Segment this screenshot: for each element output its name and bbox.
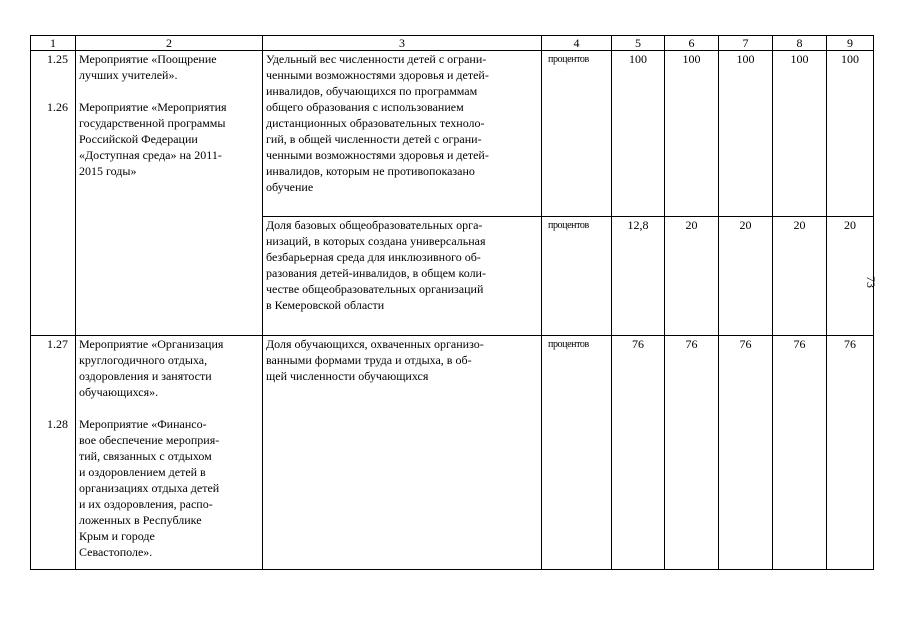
value-cell: 100 — [773, 51, 827, 217]
unit-cell: процентов — [542, 336, 612, 570]
col-header-1: 1 — [31, 36, 76, 51]
indicator-text: Удельный вес численности детей с ограни- ченными возможностями здоровья и детей- инвалидов, обучающихся по программам общего образования с использованием дистанционных образовательных техноло- гий, в общей численности детей с ограни- ченными возможностями здоровья и детей- инвалидов, которым не противопоказано обучение — [263, 51, 542, 217]
value-cell: 76 — [719, 336, 773, 570]
value-cell: 20 — [719, 217, 773, 336]
unit-cell: процентов — [542, 217, 612, 336]
col-header-6: 6 — [665, 36, 719, 51]
value-cell: 76 — [612, 336, 665, 570]
col-header-7: 7 — [719, 36, 773, 51]
indicator-text: Доля обучающихся, охваченных организо- ванными формами труда и отдыха, в об- щей численности обучающихся — [263, 336, 542, 570]
row-number: 1.26 — [47, 100, 68, 114]
value-cell: 20 — [665, 217, 719, 336]
indicator-text: Доля базовых общеобразовательных орга- низаций, в которых создана универсальная безбарьерная среда для инклюзивного об- разования детей-инвалидов, в общем коли- честве общеобразовательных организаций в Кемеровской области — [263, 217, 542, 336]
page-number: 73 — [864, 276, 878, 288]
row-number-cell — [31, 51, 76, 336]
value-cell: 100 — [719, 51, 773, 217]
measure-cell — [76, 51, 263, 336]
col-header-9: 9 — [827, 36, 874, 51]
value-cell: 76 — [827, 336, 874, 570]
col-header-2: 2 — [76, 36, 263, 51]
value-cell: 76 — [773, 336, 827, 570]
col-header-3: 3 — [263, 36, 542, 51]
table-row — [31, 51, 874, 217]
measure-text: Мероприятие «Мероприятия государственной программы Российской Федерации «Доступная среда» на 2011- 2015 годы» — [79, 100, 227, 178]
col-header-5: 5 — [612, 36, 665, 51]
value-cell: 76 — [665, 336, 719, 570]
row-number: 1.27 — [47, 337, 68, 351]
col-header-8: 8 — [773, 36, 827, 51]
measure-text: Мероприятие «Финансо- вое обеспечение мероприя- тий, связанных с отдыхом и оздоровлением детей в организациях отдыха детей и их оздоровления, распо- ложенных в Республике Крым и городе Севастополе». — [79, 417, 220, 559]
measures-table — [30, 35, 874, 570]
value-cell: 20 — [773, 217, 827, 336]
measure-text: Мероприятие «Поощрение лучших учителей». — [79, 52, 217, 82]
row-number: 1.25 — [47, 52, 68, 66]
value-cell: 100 — [665, 51, 719, 217]
measure-text: Мероприятие «Организация круглогодичного отдыха, оздоровления и занятости обучающихся». — [79, 337, 224, 399]
col-header-4: 4 — [542, 36, 612, 51]
value-cell: 12,8 — [612, 217, 665, 336]
table-row — [31, 336, 874, 570]
row-number: 1.28 — [47, 417, 68, 431]
value-cell: 100 — [827, 51, 874, 217]
value-cell: 100 — [612, 51, 665, 217]
unit-cell: процентов — [542, 51, 612, 217]
measure-cell — [76, 336, 263, 570]
header-row — [31, 36, 874, 51]
value-cell: 20 — [827, 217, 874, 336]
row-number-cell — [31, 336, 76, 570]
